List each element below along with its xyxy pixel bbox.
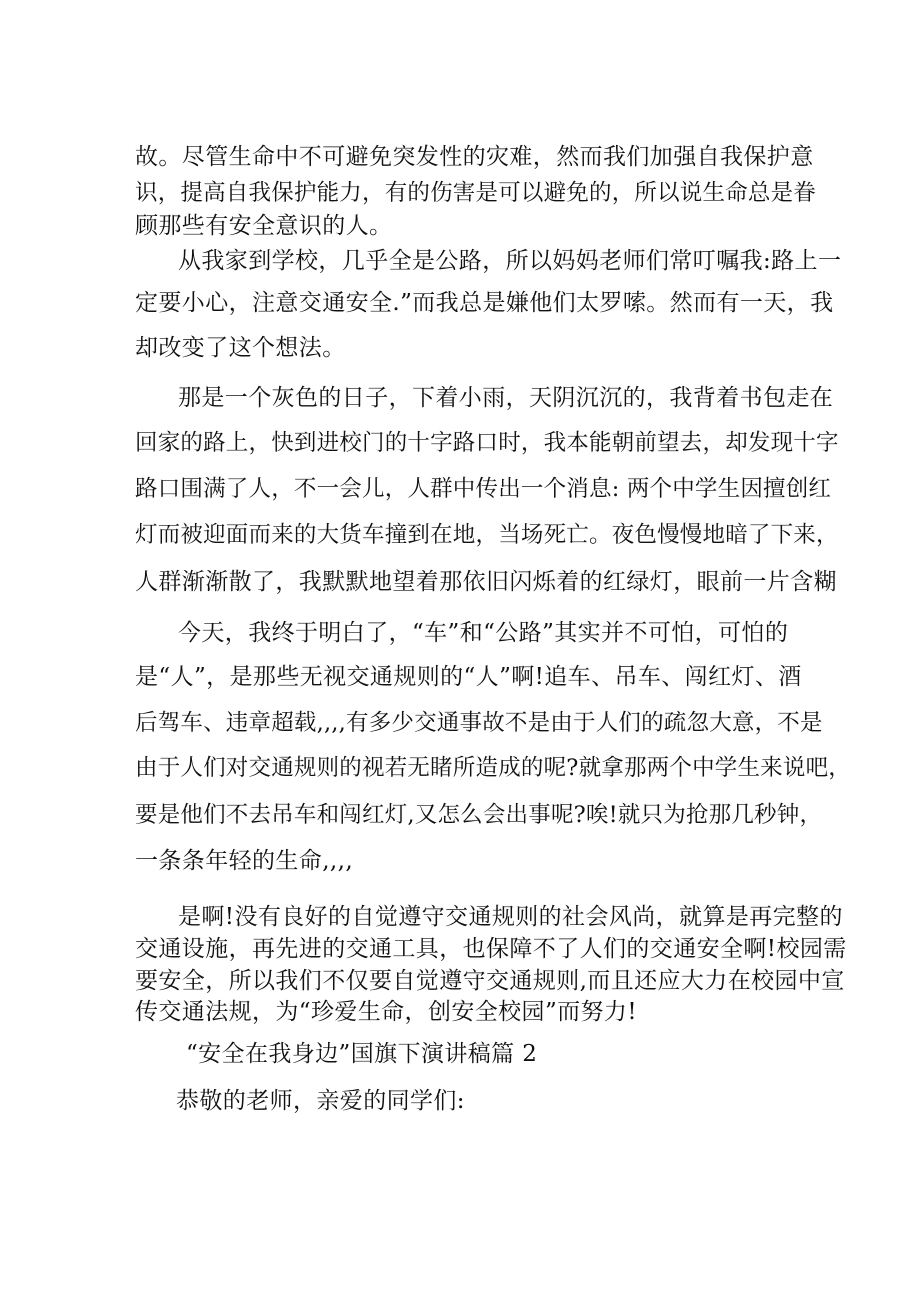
paragraph-4-line-2: 是“人”，是那些无视交通规则的“人”啊!追车、吊车、闯红灯、酒	[135, 664, 802, 690]
paragraph-1-line-2: 识，提高自我保护能力，有的伤害是可以避免的，所以说生命总是眷	[135, 180, 817, 206]
salutation: 恭敬的老师，亲爱的同学们:	[176, 1088, 465, 1114]
paragraph-1-line-3: 顾那些有安全意识的人。	[135, 213, 393, 239]
paragraph-2-line-1: 从我家到学校，几乎全是公路，所以妈妈老师们常叮嘱我:路上一	[178, 248, 842, 274]
paragraph-4-line-3: 后驾车、违章超载,,,,有多少交通事故不是由于人们的疏忽大意，不是	[135, 710, 823, 736]
paragraph-2-line-3: 却改变了这个想法。	[135, 335, 346, 361]
section-heading: “安全在我身边”国旗下演讲稿篇 2	[186, 1041, 538, 1067]
paragraph-1-line-1: 故。尽管生命中不可避免突发性的灾难，然而我们加强自我保护意	[135, 144, 814, 170]
paragraph-5-line-2: 交通设施，再先进的交通工具，也保障不了人们的交通安全啊!校园需	[135, 936, 847, 962]
paragraph-4-line-1: 今天，我终于明白了，“车”和“公路”其实并不可怕，可怕的	[178, 620, 789, 646]
paragraph-2-line-2: 定要小心，注意交通安全.”而我总是嫌他们太罗嗦。然而有一天，我	[135, 290, 834, 316]
paragraph-3-line-5: 人群渐渐散了，我默默地望着那依旧闪烁着的红绿灯，眼前一片含糊	[135, 569, 837, 595]
paragraph-4-line-5: 要是他们不去吊车和闯红灯,又怎么会出事呢?唉!就只为抢那几秒钟，	[135, 802, 823, 828]
paragraph-3-line-1: 那是一个灰色的日子，下着小雨，天阴沉沉的，我背着书包走在	[178, 385, 834, 411]
paragraph-5-line-4: 传交通法规，为“珍爱生命，创安全校园”而努力!	[135, 999, 637, 1025]
paragraph-5-line-3: 要安全，所以我们不仅要自觉遵守交通规则,而且还应大力在校园中宣	[135, 968, 845, 994]
paragraph-4-line-4: 由于人们对交通规则的视若无睹所造成的呢?就拿那两个中学生来说吧，	[135, 755, 851, 781]
paragraph-3-line-3: 路口围满了人，不一会儿，人群中传出一个消息: 两个中学生因擅创红	[135, 476, 832, 502]
paragraph-3-line-4: 灯而被迎面而来的大货车撞到在地，当场死亡。夜色慢慢地暗了下来，	[135, 522, 839, 548]
paragraph-4-line-6: 一条条年轻的生命,,,,	[135, 848, 354, 874]
paragraph-3-line-2: 回家的路上，快到进校门的十字路口时，我本能朝前望去，却发现十字	[135, 430, 839, 456]
paragraph-5-line-1: 是啊!没有良好的自觉遵守交通规则的社会风尚，就算是再完整的	[178, 904, 843, 930]
